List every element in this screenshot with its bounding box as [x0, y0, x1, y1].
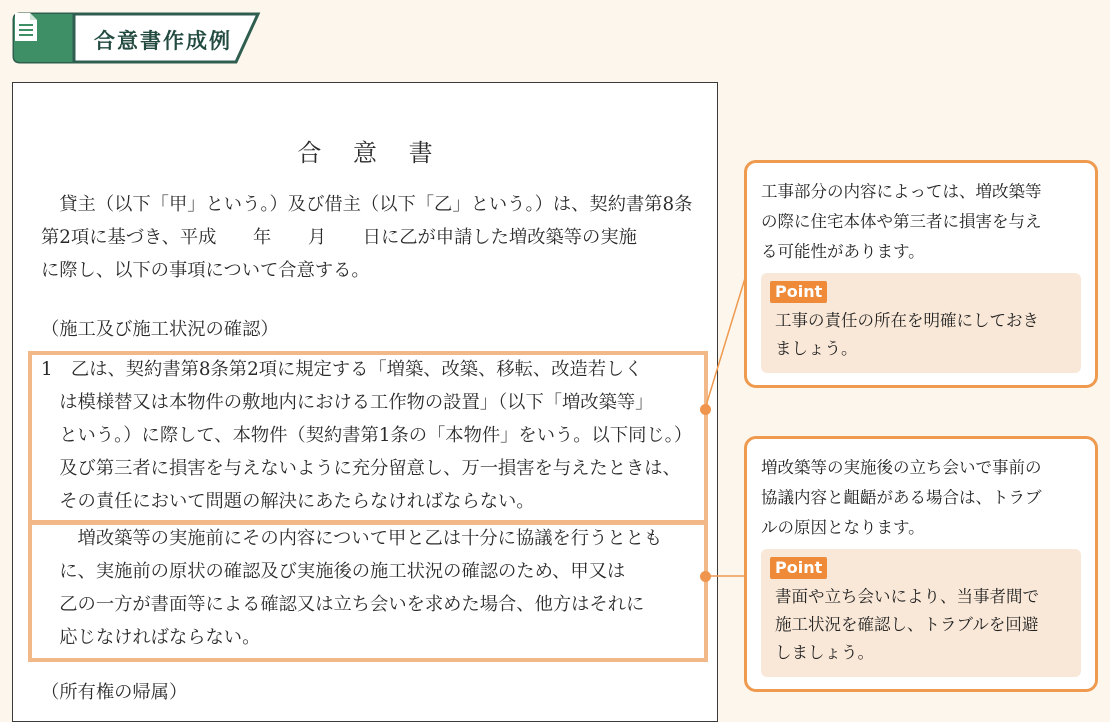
callout-inspection-discrepancy — [744, 436, 1098, 692]
clause-line: 及び第三者に損害を与えないように充分留意し、万一損害を与えたときは、 — [41, 458, 681, 479]
clause-line: 応じなければならない。 — [41, 627, 261, 648]
section-heading-ownership: （所有権の帰属） — [41, 682, 188, 703]
point-box — [761, 549, 1081, 677]
page-title: 合意書作成例 — [94, 29, 232, 53]
clause-line: は模様替又は本物件の敷地内における工作物の設置」（以下「増改築等」 — [41, 392, 654, 413]
point-text — [775, 583, 1039, 667]
intro-line: に際し、以下の事項について合意する。 — [41, 260, 370, 281]
agreement-document — [12, 82, 718, 722]
clause-line: という。）に際して、本物件（契約書第1条の「本物件」をいう。以下同じ。） — [41, 425, 693, 446]
connector-lines — [700, 270, 750, 580]
callout-text — [761, 453, 1042, 543]
callout-line: ルの原因となります。 — [761, 518, 925, 537]
connector-dot — [700, 404, 711, 415]
section-heading-construction: （施工及び施工状況の確認） — [41, 319, 279, 340]
callout-line: 増改築等の実施後の立ち会いで事前の — [761, 458, 1042, 477]
intro-line: 貸主（以下「甲」という。）及び借主（以下「乙」という。）は、契約書第8条 — [41, 194, 693, 215]
callout-line: 協議内容と齟齬がある場合は、トラブ — [761, 488, 1042, 507]
clause-1 — [41, 353, 692, 518]
callout-line: る可能性があります。 — [761, 242, 925, 261]
point-line: 書面や立ち会いにより、当事者間で — [775, 587, 1039, 606]
point-badge: Point — [770, 557, 827, 579]
point-badge: Point — [770, 281, 827, 303]
clause-2 — [41, 522, 662, 654]
clause-line: に、実施前の原状の確認及び実施後の施工状況の確認のため、甲又は — [41, 561, 626, 582]
intro-line: 第2項に基づき、平成 年 月 日に乙が申請した増改築等の実施 — [41, 227, 637, 248]
point-box — [761, 273, 1081, 373]
callout-damage-risk — [744, 160, 1098, 388]
callout-line: の際に住宅本体や第三者に損害を与え — [761, 212, 1042, 231]
point-line: 工事の責任の所在を明確にしておき — [775, 311, 1039, 330]
clause-line: 1 乙は、契約書第8条第2項に規定する「増築、改築、移転、改造若しく — [41, 359, 643, 380]
point-line: ましょう。 — [775, 339, 858, 358]
point-line: しましょう。 — [775, 643, 874, 662]
document-title: 合 意 書 — [297, 139, 445, 167]
section-header — [12, 12, 262, 66]
connector-dot — [700, 571, 711, 582]
document-icon — [12, 12, 40, 42]
clause-line: 乙の一方が書面等による確認又は立ち会いを求めた場合、他方はそれに — [41, 594, 645, 615]
callout-text — [761, 177, 1042, 267]
callout-line: 工事部分の内容によっては、増改築等 — [761, 182, 1042, 201]
intro-paragraph — [41, 188, 692, 287]
point-line: 施工状況を確認し、トラブルを回避 — [775, 615, 1039, 634]
clause-line: その責任において問題の解決にあたらなければならない。 — [41, 491, 535, 512]
clause-line: 増改築等の実施前にその内容について甲と乙は十分に協議を行うととも — [41, 528, 663, 549]
point-text — [775, 307, 1039, 363]
